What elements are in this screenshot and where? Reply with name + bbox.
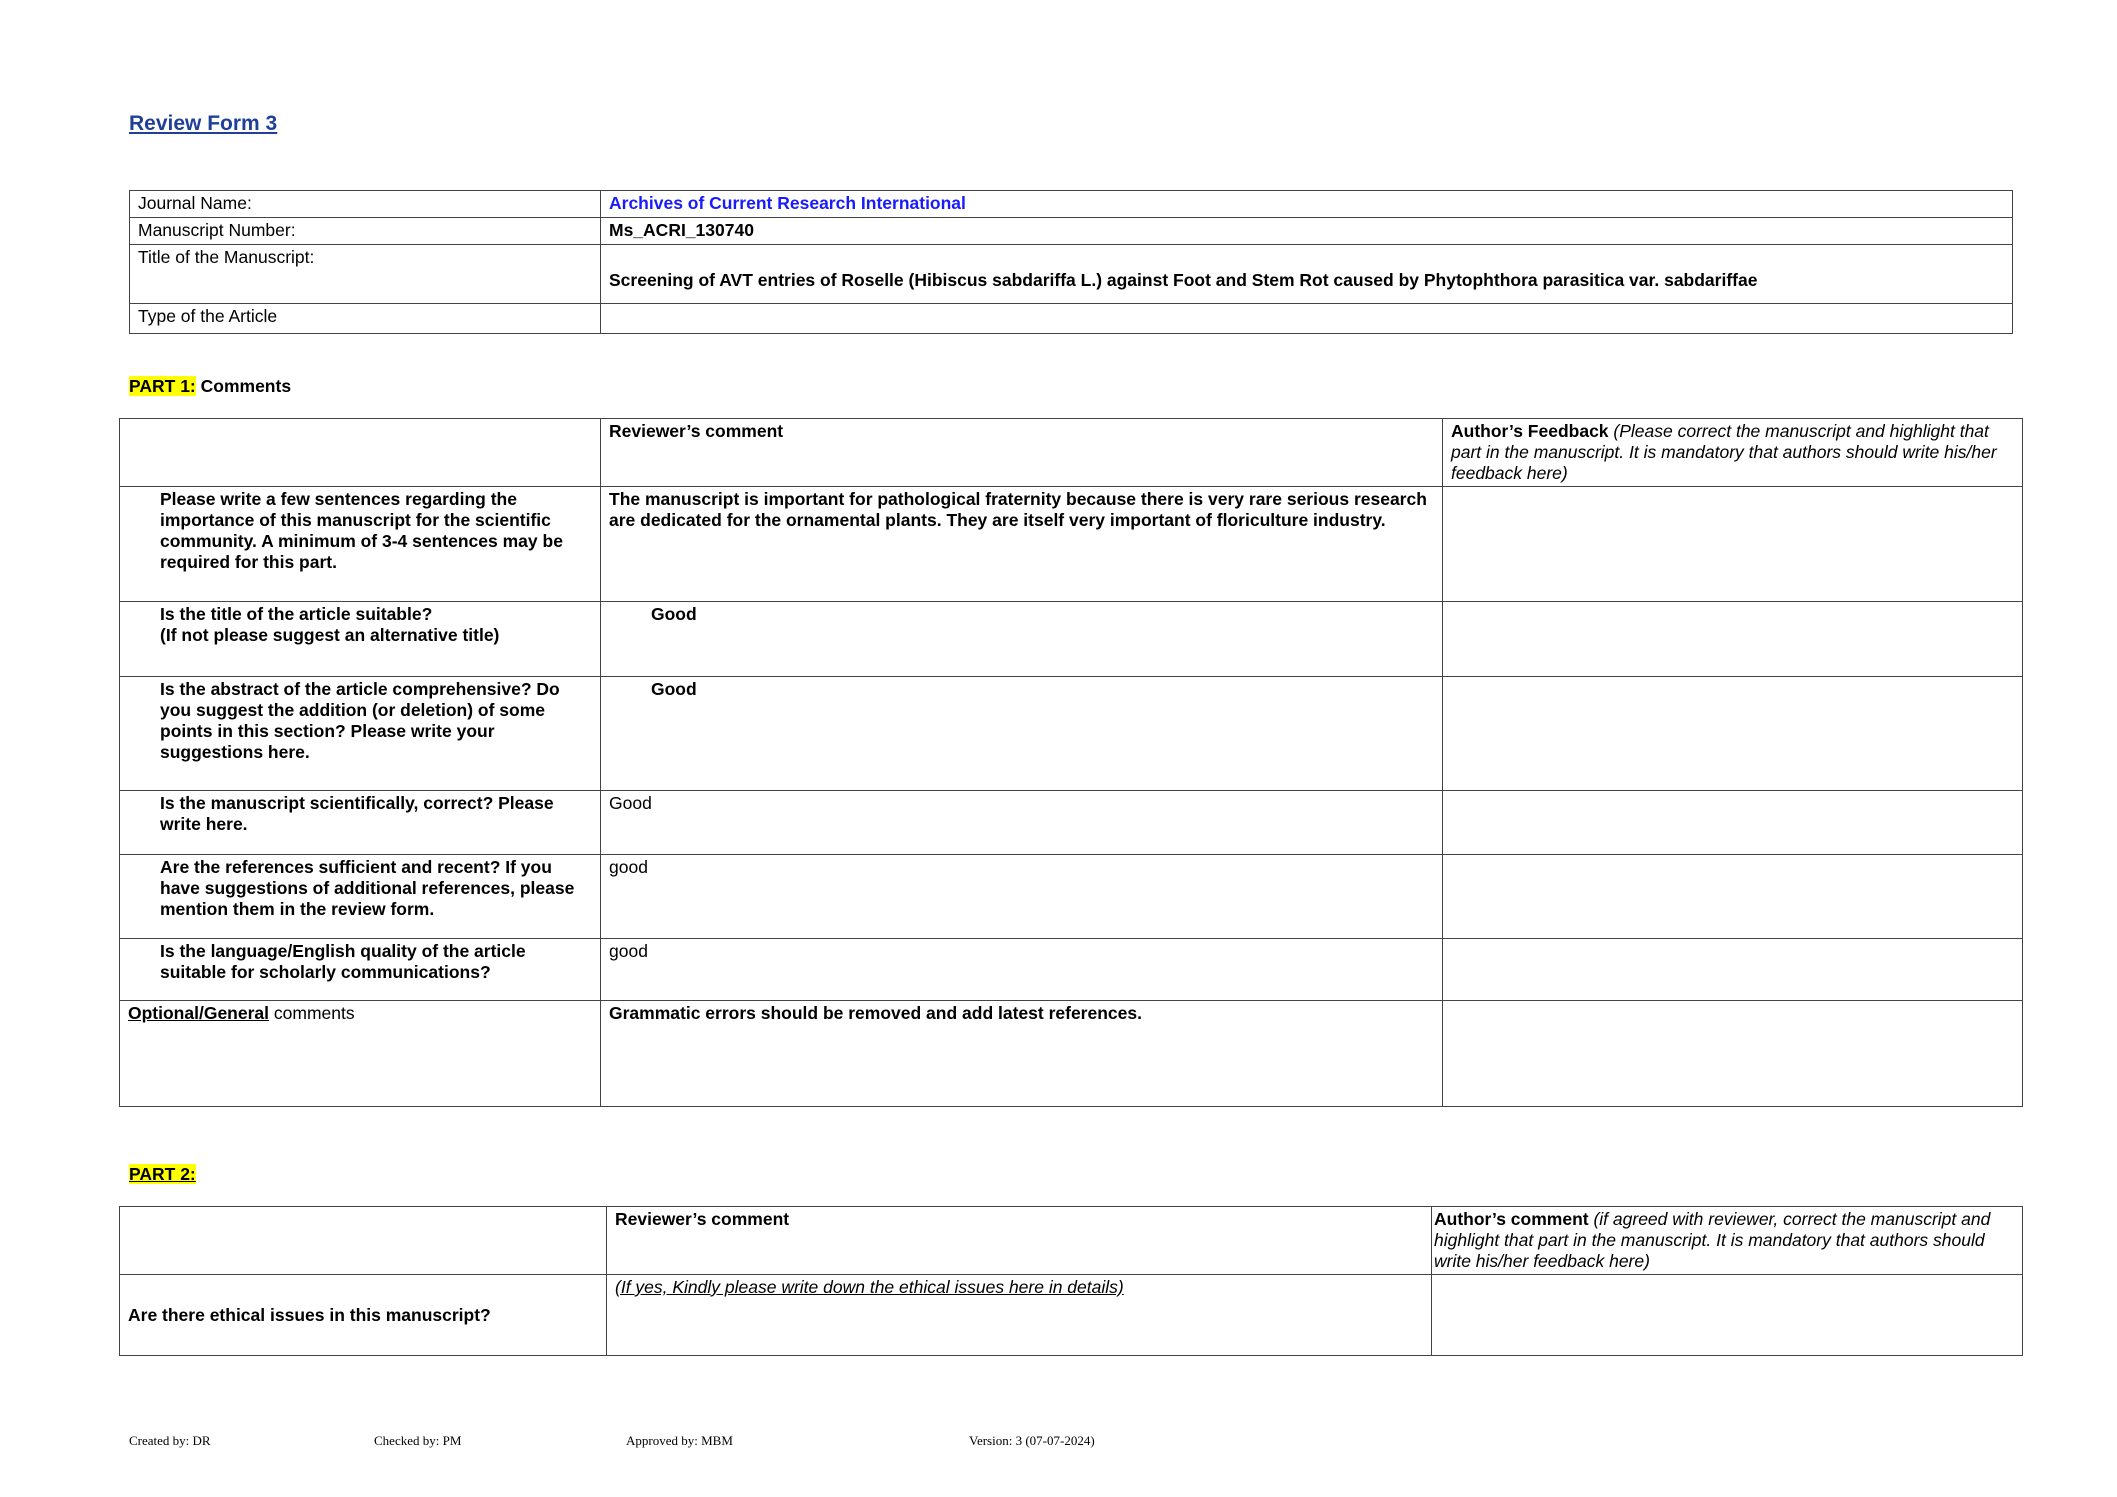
question-cell: Is the title of the article suitable? (If not please suggest an alternative title) bbox=[120, 602, 601, 677]
part2-reviewer-header: Reviewer’s comment bbox=[607, 1207, 1432, 1275]
part1-subtitle: Comments bbox=[195, 376, 292, 396]
optional-label-part2: /General bbox=[198, 1003, 270, 1023]
journal-value: Archives of Current Research International bbox=[601, 191, 2013, 218]
manuscript-title-row bbox=[130, 245, 2013, 304]
author-feedback-cell[interactable] bbox=[1443, 677, 2023, 791]
optional-label-part1: Optional bbox=[128, 1003, 199, 1023]
footer-created-by: Created by: DR bbox=[129, 1433, 211, 1448]
question-cell: Is the abstract of the article comprehensive? Do you suggest the addition (or deletion) of some points in this section? Please write your suggestions here. bbox=[120, 677, 601, 791]
reviewer-comment-cell: good bbox=[601, 939, 1443, 1001]
footer-version: Version: 3 (07-07-2024) bbox=[969, 1433, 1095, 1448]
manuscript-number-value: Ms_ACRI_130740 bbox=[601, 218, 2013, 245]
article-type-label: Type of the Article bbox=[130, 304, 601, 334]
manuscript-number-row bbox=[130, 218, 2013, 245]
optional-comments-label bbox=[120, 1001, 601, 1107]
footer-approved-by: Approved by: MBM bbox=[626, 1433, 733, 1448]
ethics-question: Are there ethical issues in this manuscript? bbox=[120, 1275, 607, 1356]
author-feedback-cell[interactable] bbox=[1443, 487, 2023, 602]
optional-comments-row bbox=[120, 1001, 2023, 1107]
ethics-row bbox=[120, 1275, 2023, 1356]
question-cell: Is the language/English quality of the article suitable for scholarly communications? bbox=[120, 939, 601, 1001]
manuscript-title-label: Title of the Manuscript: bbox=[130, 245, 601, 304]
part1-heading bbox=[129, 376, 291, 397]
author-feedback-cell[interactable] bbox=[1443, 602, 2023, 677]
page-title: Review Form 3 bbox=[129, 112, 278, 135]
manuscript-info-table bbox=[129, 190, 2013, 334]
part1-author-header-note: (Please correct the manuscript and highlight that part in the manuscript. It is mandatory that authors should write his/her feedback here) bbox=[1451, 421, 1997, 483]
reviewer-comment-cell: Good bbox=[601, 791, 1443, 855]
part1-reviewer-header: Reviewer’s comment bbox=[601, 419, 1443, 487]
part1-header-blank bbox=[120, 419, 601, 487]
table-row bbox=[120, 791, 2023, 855]
part2-author-header-note: (if agreed with reviewer, correct the manuscript and highlight that part in the manuscript. It is mandatory that authors should write his/her feedback here) bbox=[1434, 1209, 1991, 1271]
article-type-row bbox=[130, 304, 2013, 334]
part2-ethics-table bbox=[119, 1206, 2023, 1356]
part2-author-header bbox=[1432, 1207, 2023, 1275]
part1-author-header bbox=[1443, 419, 2023, 487]
optional-author-feedback[interactable] bbox=[1443, 1001, 2023, 1107]
question-cell: Please write a few sentences regarding the importance of this manuscript for the scientific community. A minimum of 3-4 sentences may be required for this part. bbox=[120, 487, 601, 602]
journal-label: Journal Name: bbox=[130, 191, 601, 218]
journal-row bbox=[130, 191, 2013, 218]
part2-heading bbox=[129, 1164, 196, 1185]
optional-label-part3: comments bbox=[269, 1003, 355, 1023]
optional-reviewer-comment: Grammatic errors should be removed and add latest references. bbox=[601, 1001, 1443, 1107]
table-row bbox=[120, 939, 2023, 1001]
manuscript-title-value: Screening of AVT entries of Roselle (Hibiscus sabdariffa L.) against Foot and Stem Rot caused by Phytophthora parasitica var. sabdariffae bbox=[601, 245, 2013, 304]
part2-header-blank bbox=[120, 1207, 607, 1275]
author-feedback-cell[interactable] bbox=[1443, 855, 2023, 939]
manuscript-number-label: Manuscript Number: bbox=[130, 218, 601, 245]
author-feedback-cell[interactable] bbox=[1443, 791, 2023, 855]
part1-header-row bbox=[120, 419, 2023, 487]
table-row bbox=[120, 602, 2023, 677]
table-row bbox=[120, 487, 2023, 602]
question-cell: Is the manuscript scientifically, correct? Please write here. bbox=[120, 791, 601, 855]
part2-header-row bbox=[120, 1207, 2023, 1275]
table-row bbox=[120, 855, 2023, 939]
reviewer-comment-cell: good bbox=[601, 855, 1443, 939]
part2-label: PART 2: bbox=[129, 1164, 196, 1184]
part1-author-header-bold: Author’s Feedback bbox=[1451, 421, 1609, 441]
reviewer-comment-cell: Good bbox=[601, 602, 1443, 677]
part2-author-header-bold: Author’s comment bbox=[1434, 1209, 1589, 1229]
ethics-author-comment[interactable] bbox=[1432, 1275, 2023, 1356]
article-type-value bbox=[601, 304, 2013, 334]
question-cell: Are the references sufficient and recent? If you have suggestions of additional references, please mention them in the review form. bbox=[120, 855, 601, 939]
reviewer-comment-cell: Good bbox=[601, 677, 1443, 791]
part1-comments-table bbox=[119, 418, 2023, 1107]
table-row bbox=[120, 677, 2023, 791]
ethics-reviewer-comment: (If yes, Kindly please write down the ethical issues here in details) bbox=[607, 1275, 1432, 1356]
footer-checked-by: Checked by: PM bbox=[374, 1433, 462, 1448]
part1-label: PART 1: bbox=[129, 376, 196, 396]
author-feedback-cell[interactable] bbox=[1443, 939, 2023, 1001]
reviewer-comment-cell: The manuscript is important for pathological fraternity because there is very rare serious research are dedicated for the ornamental plants. They are itself very important of floriculture industry. bbox=[601, 487, 1443, 602]
